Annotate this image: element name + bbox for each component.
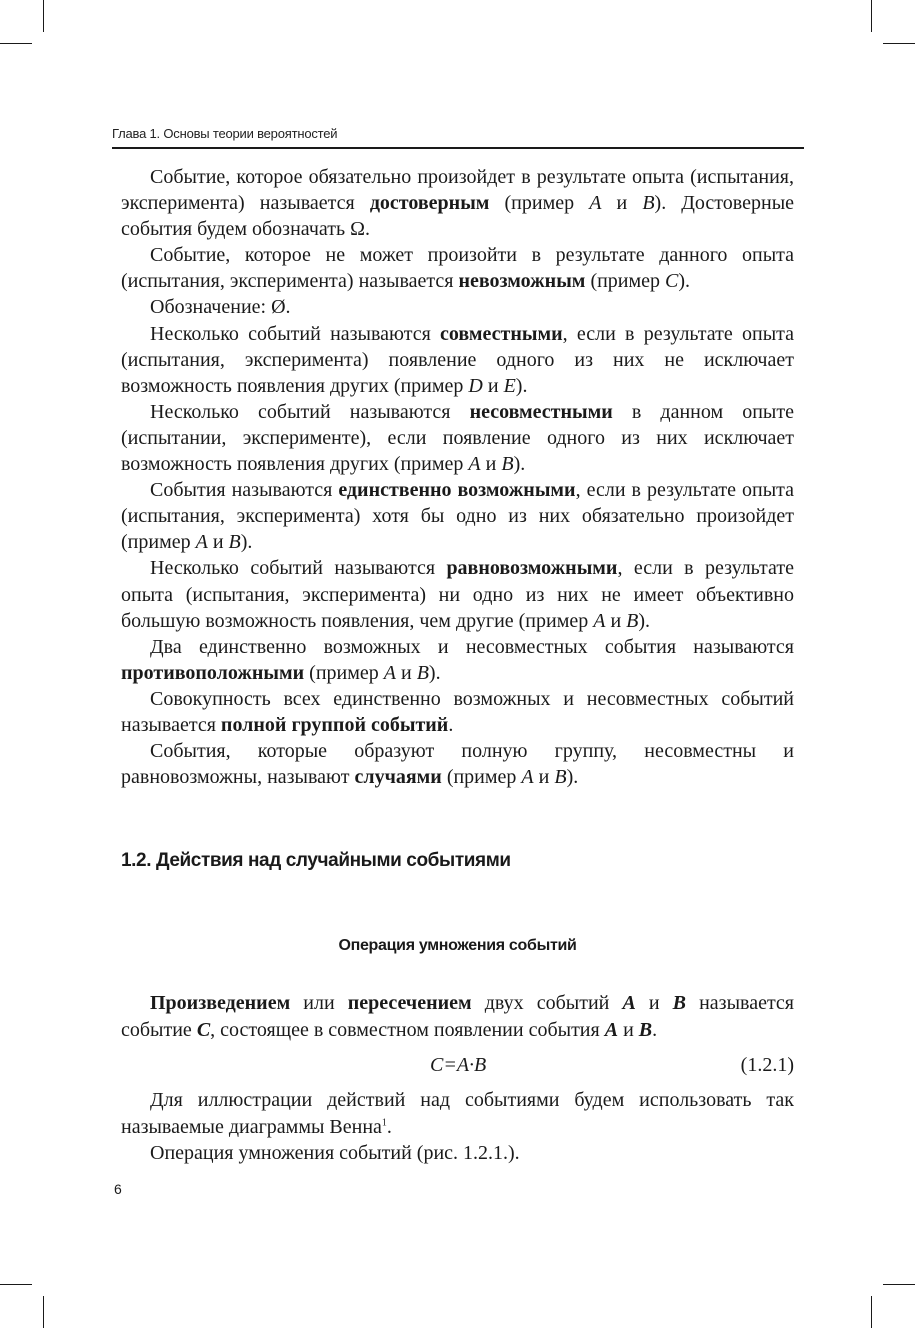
term: достоверным <box>369 192 490 215</box>
crop-mark <box>0 1284 32 1285</box>
crop-mark <box>0 43 32 44</box>
header-rule <box>112 147 804 149</box>
paragraph: Для иллюстрации действий над событиями будем использовать так называемые диаграммы Венна$^1$. <box>121 1089 794 1138</box>
term: Произведением <box>150 992 291 1014</box>
term: противоположными <box>121 661 305 684</box>
page-number: 6 <box>114 1181 122 1197</box>
term: пересечением <box>347 992 472 1014</box>
paragraph: Обозначение: Ø. <box>150 296 291 319</box>
crop-mark <box>871 0 872 32</box>
paragraph: Событие, которое обязательно произойдет в результате опыта (испытания, эксперимента) называется достоверным (пример A и B). Достоверные события будем обозначать Ω. <box>121 166 795 241</box>
crop-mark <box>883 43 915 44</box>
paragraph: Событие, которое не может произойти в результате данного опыта (испытания, эксперимента) называется невозможным (пример C). <box>121 244 794 293</box>
formula-number: (1.2.1) <box>740 1054 794 1076</box>
term: невозможным <box>458 270 586 293</box>
term: равновозможными <box>446 557 618 580</box>
definition-paragraph: Произведением или пересечением двух событий A и B называется событие C, состоящее в совместном появлении события A и B. <box>121 992 795 1041</box>
term: несовместными <box>469 400 613 423</box>
paragraph: Несколько событий называются совместными, если в результате опыта (испытания, эксперимента) появление одного из них не исключает возможность появления других (пример D и E). <box>121 322 794 397</box>
subsection-title: Операция умножения событий <box>338 937 577 954</box>
paragraph: Несколько событий называются равновозможными, если в результате опыта (испытания, эксперимента) ни одно из них не имеет объективно большую возможность появления, чем другие (пример A и B). <box>121 557 794 632</box>
footnote-mark: 1 <box>381 1116 387 1128</box>
formula <box>121 1043 794 1087</box>
crop-mark <box>871 1296 872 1328</box>
section-title: 1.2. Действия над случайными событиями <box>121 850 511 871</box>
paragraph: События называются единственно возможными, если в результате опыта (испытания, эксперимента) хотя бы одно из них обязательно произойдет (пример A и B). <box>121 479 794 554</box>
operation-text <box>121 990 794 1167</box>
definitions-text <box>121 164 794 790</box>
paragraph: Несколько событий называются несовместными в данном опыте (испытании, эксперименте), если появление одного из них исключает возможность появления других (пример A и B). <box>121 400 794 476</box>
formula-expression: C=A·B <box>430 1054 487 1076</box>
paragraph: Операция умножения событий (рис. 1.2.1.). <box>150 1142 520 1164</box>
term: единственно возможными <box>338 479 576 502</box>
term: случаями <box>354 766 442 789</box>
crop-mark <box>883 1284 915 1285</box>
paragraph: Два единственно возможных и несовместных события называются противоположными (пример A и B). <box>121 635 794 684</box>
crop-mark <box>43 0 44 32</box>
running-header: Глава 1. Основы теории вероятностей <box>112 126 338 141</box>
term: полной группой событий <box>220 713 449 736</box>
crop-mark <box>43 1296 44 1328</box>
paragraph: События, которые образуют полную группу, несовместны и равновозможны, называют случаями (пример A и B). <box>121 740 794 789</box>
term: совместными <box>440 322 563 345</box>
paragraph: Совокупность всех единственно возможных и несовместных событий называется полной группой событий. <box>121 687 794 736</box>
